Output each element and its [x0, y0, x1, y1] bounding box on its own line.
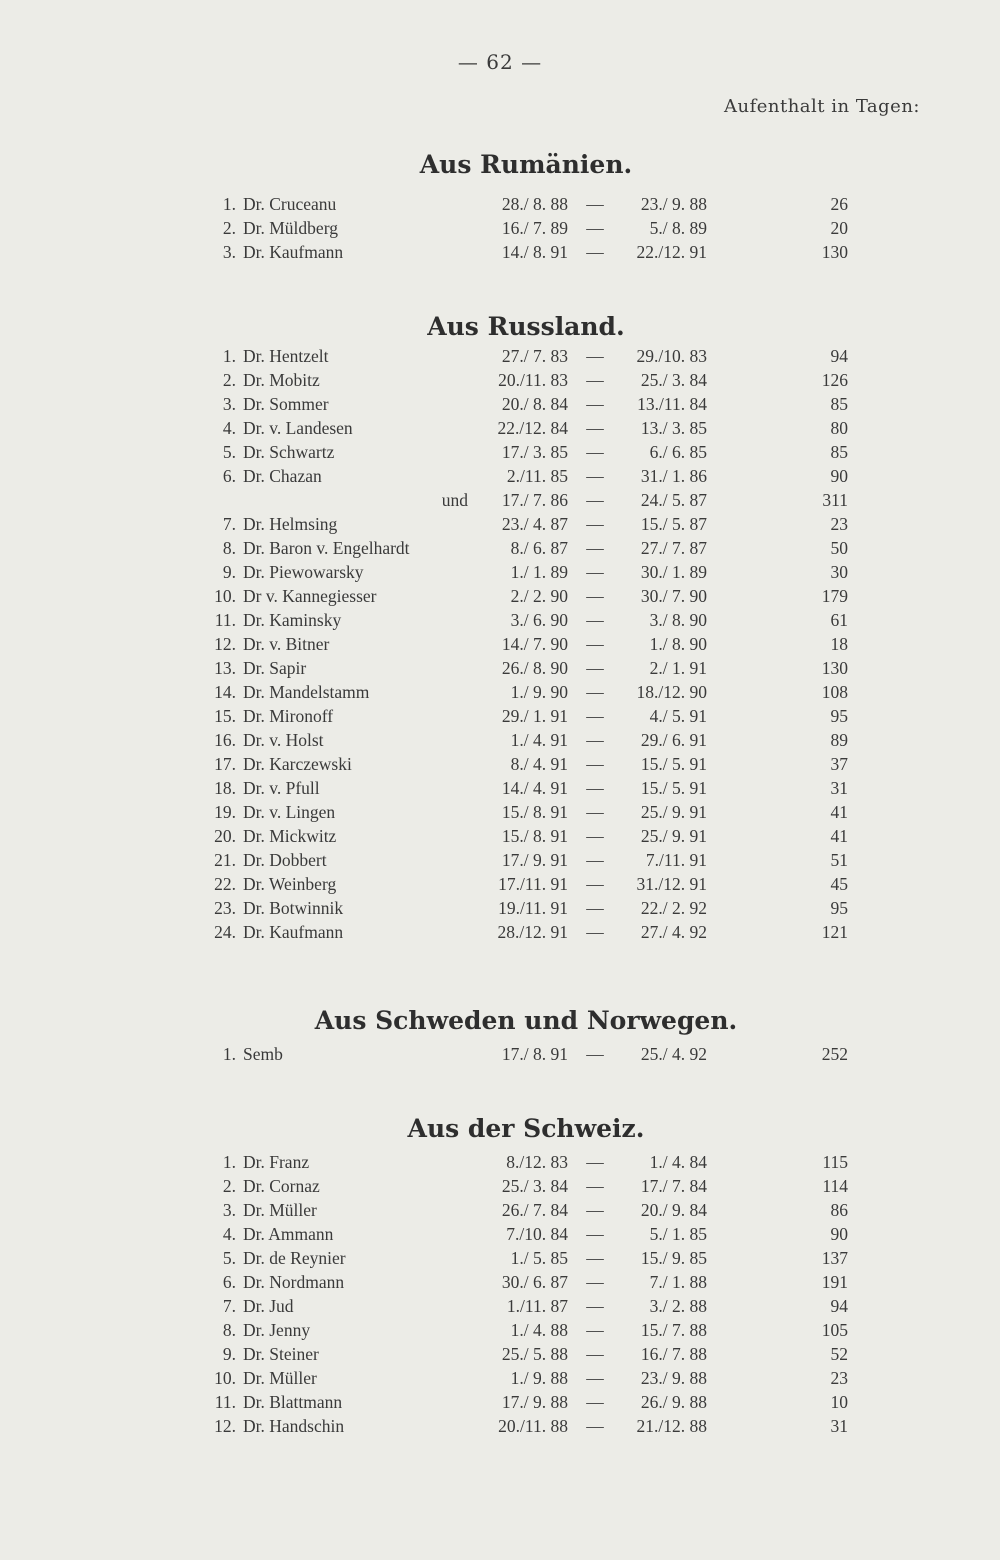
cell-num: 13.: [214, 658, 236, 678]
cell-num: 10.: [214, 586, 236, 606]
cell-to: 27./ 7. 87: [640, 538, 707, 558]
cell-to: 5./ 8. 89: [649, 218, 707, 238]
table-row: [0, 896, 1000, 920]
cell-name: Dr. v. Holst: [243, 730, 324, 750]
cell-name: Dr. Kaufmann: [243, 922, 344, 942]
cell-days: 95: [830, 898, 848, 918]
cell-from: 23./ 4. 87: [501, 514, 568, 534]
table-row: [0, 656, 1000, 680]
table-row: [0, 560, 1000, 584]
cell-num: 6.: [222, 1272, 236, 1292]
cell-to: 26./ 9. 88: [640, 1392, 707, 1412]
cell-to: 17./ 7. 84: [640, 1176, 707, 1196]
table-row: [0, 464, 1000, 488]
cell-days: 105: [821, 1320, 848, 1340]
cell-from: 17./ 3. 85: [501, 442, 568, 462]
cell-dash: —: [586, 754, 604, 774]
cell-name: Semb: [243, 1044, 283, 1064]
cell-dash: —: [586, 1200, 604, 1220]
cell-name: Dr. Cruceanu: [243, 194, 337, 214]
cell-num: 18.: [214, 778, 236, 798]
cell-dash: —: [586, 1272, 604, 1292]
cell-to: 1./ 8. 90: [649, 634, 707, 654]
cell-name: Dr. v. Lingen: [243, 802, 336, 822]
cell-name: Dr. Blattmann: [243, 1392, 343, 1412]
cell-days: 89: [830, 730, 848, 750]
cell-to: 15./ 5. 87: [640, 514, 707, 534]
table-row: [0, 800, 1000, 824]
cell-num: 7.: [222, 514, 236, 534]
cell-num: 24.: [214, 922, 236, 942]
table-row: [0, 848, 1000, 872]
cell-name: Dr. Franz: [243, 1152, 310, 1172]
cell-to: 5./ 1. 85: [649, 1224, 707, 1244]
cell-name: Dr v. Kannegiesser: [243, 586, 377, 606]
cell-to: 18./12. 90: [636, 682, 707, 702]
cell-num: 2.: [222, 370, 236, 390]
cell-to: 13./11. 84: [637, 394, 707, 414]
cell-num: 8.: [222, 1320, 236, 1340]
page-number: — 62 —: [457, 50, 543, 74]
cell-from: 28./12. 91: [497, 922, 568, 942]
cell-from: 26./ 8. 90: [501, 658, 568, 678]
cell-days: 26: [830, 194, 848, 214]
cell-num: 4.: [222, 1224, 236, 1244]
cell-days: 95: [830, 706, 848, 726]
table-row: [0, 920, 1000, 944]
cell-days: 85: [830, 394, 848, 414]
cell-days: 10: [830, 1392, 848, 1412]
table-row: [0, 216, 1000, 240]
cell-dash: —: [586, 1152, 604, 1172]
cell-dash: —: [586, 706, 604, 726]
cell-name: Dr. Karczewski: [243, 754, 352, 774]
cell-to: 22./ 2. 92: [640, 898, 707, 918]
table-row: [0, 344, 1000, 368]
cell-from: 3./ 6. 90: [510, 610, 568, 630]
cell-days: 86: [830, 1200, 848, 1220]
cell-days: 130: [821, 242, 848, 262]
cell-dash: —: [586, 466, 604, 486]
cell-dash: —: [586, 514, 604, 534]
cell-to: 1./ 4. 84: [649, 1152, 707, 1172]
table-row: [0, 1222, 1000, 1246]
cell-num: 16.: [214, 730, 236, 750]
cell-dash: —: [586, 370, 604, 390]
cell-from: 1./ 4. 91: [510, 730, 568, 750]
cell-dash: —: [586, 242, 604, 262]
cell-name: Dr. Schwartz: [243, 442, 335, 462]
cell-name: Dr. Baron v. Engelhardt: [243, 538, 410, 558]
cell-num: 20.: [214, 826, 236, 846]
cell-to: 3./ 8. 90: [649, 610, 707, 630]
cell-dash: —: [586, 394, 604, 414]
table-row: [0, 1414, 1000, 1438]
table-row: [0, 1366, 1000, 1390]
cell-dash: —: [586, 874, 604, 894]
cell-dash: —: [586, 1044, 604, 1064]
table-row: [0, 1198, 1000, 1222]
cell-name: Dr. Cornaz: [243, 1176, 320, 1196]
cell-to: 23./ 9. 88: [640, 1368, 707, 1388]
cell-dash: —: [586, 634, 604, 654]
cell-dash: —: [586, 778, 604, 798]
cell-from: 17./ 7. 86: [501, 490, 568, 510]
cell-to: 15./ 9. 85: [640, 1248, 707, 1268]
cell-from: 8./12. 83: [506, 1152, 568, 1172]
cell-days: 311: [822, 490, 848, 510]
cell-name: Dr. v. Bitner: [243, 634, 330, 654]
cell-num: 3.: [222, 394, 236, 414]
cell-dash: —: [586, 442, 604, 462]
cell-from: 2./11. 85: [506, 466, 568, 486]
table-row: [0, 512, 1000, 536]
table-row: [0, 872, 1000, 896]
cell-days: 23: [830, 1368, 848, 1388]
cell-to: 30./ 7. 90: [640, 586, 707, 606]
cell-dash: —: [586, 658, 604, 678]
cell-name: Dr. Piewowarsky: [243, 562, 364, 582]
cell-num: 1.: [222, 1152, 236, 1172]
cell-num: 9.: [222, 1344, 236, 1364]
cell-to: 24./ 5. 87: [640, 490, 707, 510]
cell-days: 114: [822, 1176, 848, 1196]
cell-days: 85: [830, 442, 848, 462]
cell-days: 94: [830, 1296, 848, 1316]
cell-to: 25./ 4. 92: [640, 1044, 707, 1064]
cell-dash: —: [586, 610, 604, 630]
cell-from: 15./ 8. 91: [501, 826, 568, 846]
cell-to: 20./ 9. 84: [640, 1200, 707, 1220]
cell-from: 16./ 7. 89: [501, 218, 568, 238]
cell-from: 17./ 9. 91: [501, 850, 568, 870]
cell-num: 15.: [214, 706, 236, 726]
cell-num: 22.: [214, 874, 236, 894]
cell-from: 27./ 7. 83: [501, 346, 568, 366]
table-row: [0, 1390, 1000, 1414]
table-row: [0, 192, 1000, 216]
cell-days: 31: [830, 1416, 848, 1436]
cell-dash: —: [586, 418, 604, 438]
cell-days: 52: [830, 1344, 848, 1364]
cell-days: 50: [830, 538, 848, 558]
table-row: [0, 1294, 1000, 1318]
cell-dash: —: [586, 1368, 604, 1388]
cell-name: Dr. Helmsing: [243, 514, 338, 534]
cell-to: 7./11. 91: [645, 850, 707, 870]
cell-to: 15./ 5. 91: [640, 778, 707, 798]
table-row: [0, 440, 1000, 464]
cell-name: Dr. Müller: [243, 1200, 317, 1220]
cell-from: 19./11. 91: [498, 898, 568, 918]
cell-dash: —: [586, 1320, 604, 1340]
cell-to: 29./10. 83: [636, 346, 707, 366]
cell-dash: —: [586, 1296, 604, 1316]
table-row: [0, 392, 1000, 416]
cell-dash: —: [586, 802, 604, 822]
cell-from: 8./ 6. 87: [510, 538, 568, 558]
cell-num: 5.: [222, 442, 236, 462]
cell-from: 14./ 4. 91: [501, 778, 568, 798]
cell-name: Dr. Handschin: [243, 1416, 345, 1436]
cell-num: 17.: [214, 754, 236, 774]
cell-dash: —: [586, 922, 604, 942]
table-row: [0, 416, 1000, 440]
cell-days: 252: [821, 1044, 848, 1064]
cell-name: Dr. Sommer: [243, 394, 329, 414]
cell-to: 31./12. 91: [636, 874, 707, 894]
cell-days: 137: [821, 1248, 848, 1268]
table-row: [0, 1150, 1000, 1174]
cell-name: Dr. Steiner: [243, 1344, 319, 1364]
cell-dash: —: [586, 490, 604, 510]
cell-from: 1./ 5. 85: [510, 1248, 568, 1268]
cell-to: 29./ 6. 91: [640, 730, 707, 750]
table-row: [0, 1042, 1000, 1066]
cell-days: 18: [830, 634, 848, 654]
cell-name: Dr. Weinberg: [243, 874, 337, 894]
cell-dash: —: [586, 1176, 604, 1196]
table-row: [0, 680, 1000, 704]
cell-from: 7./10. 84: [506, 1224, 568, 1244]
cell-name: Dr. Mandelstamm: [243, 682, 370, 702]
stay-duration-header: Aufenthalt in Tagen:: [723, 96, 920, 117]
cell-from: 29./ 1. 91: [501, 706, 568, 726]
table-row: [0, 1318, 1000, 1342]
cell-dash: —: [586, 826, 604, 846]
cell-name: Dr. Sapir: [243, 658, 307, 678]
cell-from: 1./ 1. 89: [510, 562, 568, 582]
cell-name: Dr. Mobitz: [243, 370, 320, 390]
section-title: Aus der Schweiz.: [407, 1114, 645, 1143]
cell-days: 90: [830, 466, 848, 486]
table-row: [0, 584, 1000, 608]
table-row: [0, 632, 1000, 656]
cell-days: 23: [830, 514, 848, 534]
cell-num: 6.: [222, 466, 236, 486]
cell-name: Dr. Ammann: [243, 1224, 334, 1244]
cell-num: 14.: [214, 682, 236, 702]
table-row: [0, 1270, 1000, 1294]
cell-to: 27./ 4. 92: [640, 922, 707, 942]
cell-to: 30./ 1. 89: [640, 562, 707, 582]
cell-days: 121: [821, 922, 848, 942]
cell-num: 1.: [222, 1044, 236, 1064]
cell-name: Dr. Jud: [243, 1296, 294, 1316]
cell-from: 20./11. 88: [498, 1416, 568, 1436]
cell-dash: —: [586, 194, 604, 214]
table-row: [0, 824, 1000, 848]
cell-name: Dr. Botwinnik: [243, 898, 344, 918]
cell-from: 25./ 5. 88: [501, 1344, 568, 1364]
cell-days: 80: [830, 418, 848, 438]
cell-from: 20./ 8. 84: [501, 394, 568, 414]
cell-to: 21./12. 88: [636, 1416, 707, 1436]
cell-days: 191: [821, 1272, 848, 1292]
table-row: [0, 1246, 1000, 1270]
cell-days: 126: [821, 370, 848, 390]
cell-name: Dr. Jenny: [243, 1320, 311, 1340]
cell-name: Dr. Nordmann: [243, 1272, 345, 1292]
cell-num: 10.: [214, 1368, 236, 1388]
cell-to: 22./12. 91: [636, 242, 707, 262]
cell-name: Dr. Chazan: [243, 466, 322, 486]
table-row: [0, 608, 1000, 632]
table-row: [0, 728, 1000, 752]
cell-name: Dr. Müller: [243, 1368, 317, 1388]
cell-num: 23.: [214, 898, 236, 918]
cell-to: 15./ 5. 91: [640, 754, 707, 774]
cell-dash: —: [586, 682, 604, 702]
cell-name: Dr. Hentzelt: [243, 346, 329, 366]
cell-dash: —: [586, 1392, 604, 1412]
cell-to: 15./ 7. 88: [640, 1320, 707, 1340]
cell-from: 17./11. 91: [498, 874, 568, 894]
cell-to: 25./ 9. 91: [640, 826, 707, 846]
cell-num: 3.: [222, 1200, 236, 1220]
cell-to: 25./ 3. 84: [640, 370, 707, 390]
cell-days: 179: [821, 586, 848, 606]
cell-from: 14./ 7. 90: [501, 634, 568, 654]
cell-to: 31./ 1. 86: [640, 466, 707, 486]
cell-from: 20./11. 83: [498, 370, 568, 390]
cell-from: 22./12. 84: [497, 418, 568, 438]
cell-days: 30: [830, 562, 848, 582]
cell-days: 41: [830, 802, 848, 822]
cell-dash: —: [586, 538, 604, 558]
cell-from: 17./ 9. 88: [501, 1392, 568, 1412]
cell-days: 51: [830, 850, 848, 870]
cell-name: Dr. Dobbert: [243, 850, 327, 870]
cell-dash: —: [586, 1344, 604, 1364]
cell-days: 31: [830, 778, 848, 798]
cell-num: 8.: [222, 538, 236, 558]
cell-num: 2.: [222, 1176, 236, 1196]
cell-num: 4.: [222, 418, 236, 438]
cell-name: Dr. v. Landesen: [243, 418, 353, 438]
cell-num: 5.: [222, 1248, 236, 1268]
cell-from: 28./ 8. 88: [501, 194, 568, 214]
cell-days: 20: [830, 218, 848, 238]
cell-num: 3.: [222, 242, 236, 262]
cell-from: 17./ 8. 91: [501, 1044, 568, 1064]
cell-to: 7./ 1. 88: [649, 1272, 707, 1292]
cell-dash: —: [586, 562, 604, 582]
cell-from: 1./11. 87: [506, 1296, 568, 1316]
cell-from: 8./ 4. 91: [510, 754, 568, 774]
cell-from: 1./ 4. 88: [510, 1320, 568, 1340]
cell-days: 61: [830, 610, 848, 630]
cell-dash: —: [586, 346, 604, 366]
section-title: Aus Rumänien.: [419, 150, 633, 179]
cell-to: 2./ 1. 91: [649, 658, 707, 678]
cell-from: 25./ 3. 84: [501, 1176, 568, 1196]
cell-to: 6./ 6. 85: [649, 442, 707, 462]
table-row: [0, 704, 1000, 728]
cell-from: 14./ 8. 91: [501, 242, 568, 262]
cell-from: 1./ 9. 88: [510, 1368, 568, 1388]
cell-from: 26./ 7. 84: [501, 1200, 568, 1220]
cell-dash: —: [586, 218, 604, 238]
cell-name: Dr. Müldberg: [243, 218, 338, 238]
cell-num: 12.: [214, 634, 236, 654]
cell-name: Dr. de Reynier: [243, 1248, 346, 1268]
cell-num: 19.: [214, 802, 236, 822]
cell-und: und: [441, 490, 468, 510]
cell-days: 45: [830, 874, 848, 894]
cell-dash: —: [586, 1248, 604, 1268]
cell-days: 90: [830, 1224, 848, 1244]
cell-num: 2.: [222, 218, 236, 238]
cell-dash: —: [586, 1416, 604, 1436]
section-title: Aus Russland.: [427, 312, 625, 341]
table-row: [0, 776, 1000, 800]
table-row: [0, 1174, 1000, 1198]
cell-to: 13./ 3. 85: [640, 418, 707, 438]
cell-num: 11.: [214, 1392, 236, 1412]
cell-from: 1./ 9. 90: [510, 682, 568, 702]
cell-days: 115: [822, 1152, 848, 1172]
cell-from: 15./ 8. 91: [501, 802, 568, 822]
cell-num: 12.: [214, 1416, 236, 1436]
table-row: [0, 536, 1000, 560]
cell-num: 11.: [214, 610, 236, 630]
cell-dash: —: [586, 850, 604, 870]
cell-name: Dr. Mickwitz: [243, 826, 337, 846]
cell-to: 23./ 9. 88: [640, 194, 707, 214]
table-row: [0, 752, 1000, 776]
section-title: Aus Schweden und Norwegen.: [314, 1006, 738, 1035]
cell-to: 16./ 7. 88: [640, 1344, 707, 1364]
cell-num: 21.: [214, 850, 236, 870]
table-row: [0, 488, 1000, 512]
cell-from: 30./ 6. 87: [501, 1272, 568, 1292]
cell-days: 108: [821, 682, 848, 702]
table-row: [0, 240, 1000, 264]
cell-name: Dr. Kaufmann: [243, 242, 344, 262]
table-row: [0, 1342, 1000, 1366]
cell-num: 1.: [222, 346, 236, 366]
cell-num: 7.: [222, 1296, 236, 1316]
cell-to: 25./ 9. 91: [640, 802, 707, 822]
cell-from: 2./ 2. 90: [510, 586, 568, 606]
cell-days: 94: [830, 346, 848, 366]
cell-name: Dr. v. Pfull: [243, 778, 320, 798]
cell-name: Dr. Mironoff: [243, 706, 334, 726]
cell-to: 3./ 2. 88: [649, 1296, 707, 1316]
cell-dash: —: [586, 1224, 604, 1244]
cell-num: 9.: [222, 562, 236, 582]
table-row: [0, 368, 1000, 392]
cell-name: Dr. Kaminsky: [243, 610, 342, 630]
cell-dash: —: [586, 898, 604, 918]
cell-days: 37: [830, 754, 848, 774]
cell-days: 130: [821, 658, 848, 678]
cell-days: 41: [830, 826, 848, 846]
cell-num: 1.: [222, 194, 236, 214]
cell-dash: —: [586, 586, 604, 606]
cell-to: 4./ 5. 91: [649, 706, 707, 726]
cell-dash: —: [586, 730, 604, 750]
